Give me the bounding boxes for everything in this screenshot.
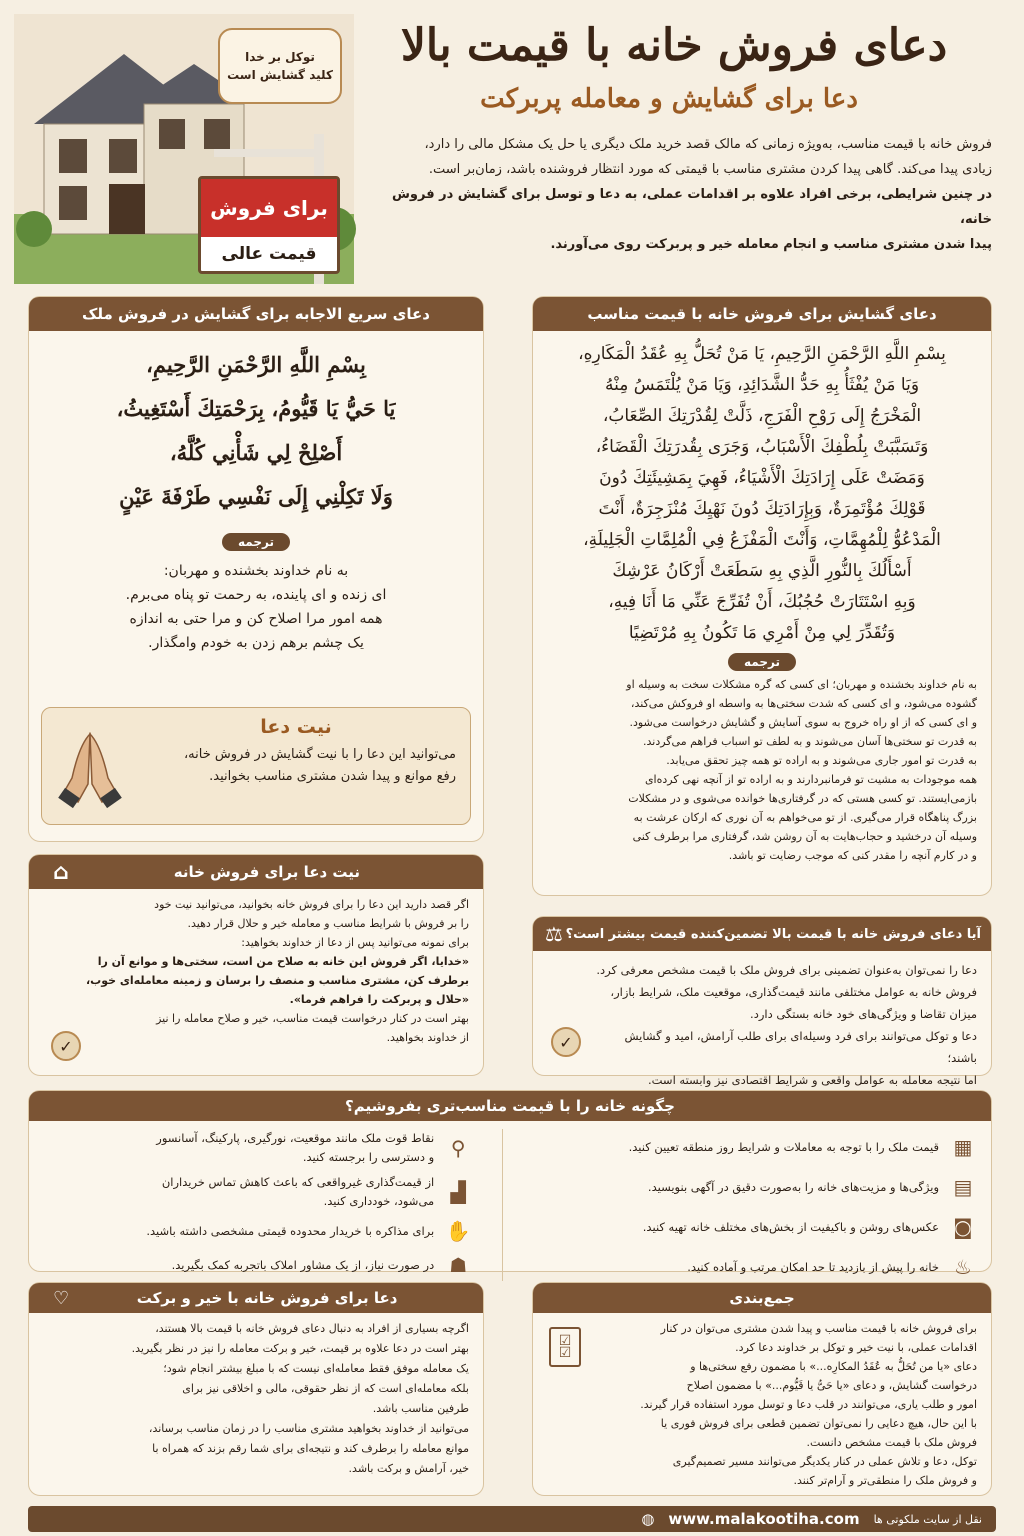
tips-left-column [43,1129,472,1281]
intention-title: نیت دعا [260,716,332,738]
summary-line: دعای «یا من تُحَلُّ به عُقَدُ المکارِه...» با مضمون رفع سختی‌ها و [690,1360,977,1373]
translation-line: بازمی‌ایستند. تو کسی هستی که در گرفتاری‌ها خوانده می‌شوی و در مشکلات [628,792,977,805]
translation-label: ترجمه [728,653,796,671]
location-icon: ⚲ [450,1135,466,1160]
panel-title: دعای سریع الاجابه برای گشایش در فروش ملک [29,297,483,331]
intro-line: در چنین شرایطی، برخی افراد علاوه بر اقدامات عملی، به دعا و توسل برای گشایش در فروش خانه، [391,187,992,227]
intention-line: می‌توانید این دعا را با نیت گشایش در فروش خانه، [183,747,456,762]
page-subtitle: دعا برای گشایش و معامله پربرکت [480,84,858,114]
niyat-line: اگر قصد دارید این دعا را برای فروش خانه بخوانید، می‌توانید نیت خود [154,898,469,911]
summary-line: توکل، دعا و تلاش عملی در کنار یکدیگر می‌توانند مسیر تصمیم‌گیری [672,1455,977,1468]
translation-line: بزرگ پناهگاه قرار می‌گیری. از تو می‌خواهم به آن نوری که ارکان عرشت به [633,811,977,824]
document-icon: ▤ [953,1174,973,1199]
summary-line: درخواست گشایش، و دعای «یا حَیُّ یا قَیُّوم...» با مضمون اصلاح [686,1379,977,1392]
list-item [43,1217,472,1245]
summary-line: فروش ملک با قیمت مشخص دانست. [806,1436,977,1449]
arabic-line: وَبِهِ اسْتَتَارَتْ حُجُبُكَ، أَنْ تُفَرِّجَ عَنِّي مَا أَنَا فِيهِ، [608,592,916,612]
translation-line: و در کارم آنچه را مقدر کنی که موجب رضایت تو باشد. [728,849,977,862]
panel-title [533,917,991,951]
footer-url[interactable]: www.malakootiha.com [668,1510,860,1528]
guarantee-line: دعا را نمی‌توان به‌عنوان تضمینی برای فروش ملک با قیمت مشخص معرفی کرد. [596,963,977,977]
translation-line: به نام خداوند بخشنده و مهربان: [163,563,349,579]
panel-title-text: دعا برای فروش خانه با خیر و برکت [136,1289,398,1307]
translation-text [533,671,991,869]
translation-line: به قدرت تو سختی‌ها آسان می‌شوند و به لطف تو اسباب فراهم می‌گردند. [643,735,977,748]
guarantee-line: میزان تقاضا و ویژگی‌های خود خانه بستگی دارد. [750,1007,977,1021]
niyat-line: بهتر است در کنار درخواست قیمت مناسب، خیر و صلاح معامله را نیز [156,1012,469,1025]
arabic-line: أَصْلِحْ لِي شَأْنِي كُلَّهُ، [169,440,343,465]
blessing-line: خیر، آرامش و برکت باشد. [348,1462,469,1475]
chart-icon: ▟ [450,1179,466,1204]
niyat-line: را بر فروش با شرایط مناسب و معامله خیر و حلال قرار دهید. [187,917,469,930]
tip-text: نقاط قوت ملک مانند موقعیت، نورگیری، پارکینگ، آسانسور [156,1131,435,1145]
translation-line: یک چشم برهم زدن به خودم وامگذار. [148,635,364,651]
panel-title-text: نیت دعا برای فروش خانه [173,863,361,881]
blessing-line: می‌توانید از خداوند بخواهید مشتری مناسب را در زمان مناسب برساند، [148,1422,469,1435]
arabic-line: يَا حَيُّ يَا قَيُّومُ، بِرَحْمَتِكَ أَسْتَغِيثُ، [116,396,396,421]
badge-line: توکل بر خدا [245,50,315,64]
sign-bottom: قیمت عالی [221,244,317,264]
tip-text: قیمت ملک را با توجه به معاملات و شرایط روز منطقه تعیین کنید. [628,1139,939,1154]
guarantee-panel [532,916,992,1087]
list-item [533,1253,977,1281]
blessing-panel [28,1282,484,1496]
translation-text [29,551,483,655]
niyat-bold-line: برطرف کن، مشتری مناسب و منصف را برسان و زمینه معامله‌ای خوب، [85,974,469,987]
blessing-line: بهتر است در دعا علاوه بر قیمت، خیر و برکت معامله را نیز در نظر بگیرید. [131,1342,469,1355]
heart-hand-icon: ♡ [53,1287,70,1309]
translation-line: همه موجودات به مشیت تو فرمانبردارند و به اراده تو از آنچه نهی کرده‌ای [644,773,977,786]
summary-line: امور و طلب یاری، می‌توانند در قلب دعا و توسل مورد استفاده قرار گیرند. [640,1398,977,1411]
summary-text [533,1313,991,1496]
tip-text: خانه را پیش از بازدید تا حد امکان مرتب و آماده کنید. [687,1259,939,1274]
arabic-line: قَوْلِكَ مُؤْتَمِرَةٌ، وَبِإِرَادَتِكَ دُونَ نَهْيِكَ مُنْزَجِرَةٌ، أَنْتَ [598,499,926,519]
tip-text: و دسترسی را برجسته کنید. [302,1150,435,1164]
blessing-line: یک معامله موفق فقط معامله‌ای نیست که با مبلغ بیشتر انجام شود؛ [163,1362,469,1375]
intention-box [41,707,471,825]
niyat-bold-line: «حلال و پربرکت را فراهم فرما». [289,993,469,1006]
praying-hands-icon [58,730,122,806]
list-item [533,1213,977,1241]
arabic-line: وَمَضَتْ عَلَى إِرَادَتِكَ الْأَشْيَاءُ، فَهِيَ بِمَشِيئَتِكَ دُونَ [599,468,925,488]
summary-line: و فروش ملک را منطقی‌تر و آرام‌تر کنند. [793,1474,977,1487]
arabic-line: وَتُقَدِّرَ لِي مِنْ أَمْرِي مَا تَكُونُ بِهِ مُرْتَضِيًا [628,623,896,643]
niyat-panel [28,854,484,1076]
blessing-text [29,1313,483,1485]
list-item [43,1129,472,1167]
arabic-line: بِسْمِ اللَّهِ الرَّحْمَنِ الرَّحِيمِ، يَا مَنْ تُحَلُّ بِهِ عُقَدُ الْمَكَارِهِ، [578,344,946,364]
badge-line: کلید گشایش است [227,68,333,82]
camera-icon: ◙ [953,1214,973,1239]
tips-panel [28,1090,992,1279]
translation-label: ترجمه [222,533,290,551]
blessing-line: اگرچه بسیاری از افراد به دنبال دعای فروش خانه با قیمت بالا هستند، [155,1322,469,1335]
tip-text: از قیمت‌گذاری غیرواقعی که باعث کاهش تماس خریداران [161,1175,435,1189]
tip-text: عکس‌های روشن و باکیفیت از بخش‌های مختلف خانه تهیه کنید. [642,1219,939,1234]
cleaning-icon: ♨ [954,1254,972,1279]
guarantee-line: فروش خانه به عوامل مختلفی مانند قیمت‌گذاری، موقعیت ملک، شرایط بازار، [610,985,977,999]
for-sale-sign [198,176,340,274]
scales-icon: ⚖ [545,922,563,946]
footer-bar [28,1506,996,1532]
trust-badge [218,28,342,104]
handshake-icon: ✋ [445,1218,471,1243]
translation-line: همه امور مرا اصلاح کن و مرا حتی به اندازه [129,611,383,627]
arabic-line: وَيَا مَنْ يُفْثَأُ بِهِ حَدُّ الشَّدَائِدِ، وَيَا مَنْ يُلْتَمَسُ مِنْهُ [604,375,920,395]
clipboard-icon: ☑ ☑ [549,1327,581,1367]
blessing-line: بلکه معامله‌ای است که از نظر حقوقی، مالی و اخلاقی نیز برای [182,1382,469,1395]
translation-line: گشوده می‌شود، و ای کسی که شدت سختی‌ها به واسطه او فروکش می‌کند، [630,697,977,710]
intro-text [362,132,992,257]
left-prayer-panel [28,296,484,842]
niyat-line: از خداوند بخواهید. [386,1031,469,1044]
translation-line: به نام خداوند بخشنده و مهربان؛ ای کسی که گره مشکلات سخت به وسیله او [626,678,977,691]
guarantee-line: اما نتیجه معامله به عوامل واقعی و شرایط اقتصادی نیز وابسته است. [647,1073,977,1087]
arabic-line: الْمَخْرَجُ إِلَى رَوْحِ الْفَرَجِ، ذَلَّتْ لِقُدْرَتِكَ الصِّعَابُ، [602,406,922,426]
arabic-line: وَلَا تَكِلْنِي إِلَى نَفْسِي طَرْفَةَ عَيْنٍ [119,484,393,509]
footer-credit: نقل از سایت ملکوتی ها [873,1512,982,1526]
tip-text: برای مذاکره با خریدار محدوده قیمتی مشخصی داشته باشید. [146,1223,435,1238]
panel-title [29,1283,483,1313]
intro-line: پیدا شدن مشتری مناسب و انجام معامله خیر و پربرکت روی می‌آورند. [550,237,992,252]
intro-line: فروش خانه با قیمت مناسب، به‌ویژه زمانی که مالک قصد خرید ملک دیگری یا حل یک مشکل مالی را دارد، [424,137,992,152]
panel-title: دعای گشایش برای فروش خانه با قیمت مناسب [533,297,991,331]
tip-text: می‌شود، خودداری کنید. [323,1194,435,1208]
guarantee-text [533,951,991,1099]
house-icon: ⌂ [53,859,69,885]
niyat-bold-line: «خدایا، اگر فروش این خانه به صلاح من است، سختی‌ها و موانع آن را [97,955,469,968]
intention-line: رفع موانع و پیدا شدن مشتری مناسب بخوانید. [209,769,456,784]
calculator-icon: ▦ [953,1134,973,1159]
check-icon: ✓ [551,1027,581,1057]
summary-line: اقدامات عملی، با نیت خیر و توکل بر خداوند دعا کرد. [735,1341,977,1354]
panel-title: جمع‌بندی [533,1283,991,1313]
list-item [43,1251,472,1279]
page-title: دعای فروش خانه با قیمت بالا [400,20,948,71]
arabic-prayer [533,331,991,649]
tip-text: در صورت نیاز، از یک مشاور املاک باتجربه کمک بگیرید. [171,1257,435,1272]
intro-line: زیادی پیدا می‌کند. گاهی پیدا کردن مشتری مناسب با قیمتی که مورد انتظار فروشنده باشد، زمان‌بر است. [428,162,992,177]
check-icon: ✓ [51,1031,81,1061]
arabic-line: بِسْمِ اللَّهِ الرَّحْمَنِ الرَّحِيمِ، [146,352,366,377]
translation-line: ای زنده و ای پاینده، به رحمت تو پناه می‌برم. [125,587,387,603]
agent-icon: ☗ [449,1252,468,1277]
arabic-line: الْمَدْعُوُّ لِلْمُهِمَّاتِ، وَأَنْتَ الْمَفْزَعُ فِي الْمُلِمَّاتِ الْجَلِيلَةِ، [583,530,941,550]
list-item [533,1173,977,1201]
translation-line: و ای کسی که از او راه خروج به سوی آسایش و گشایش درخواست می‌شود. [629,716,977,729]
arabic-prayer [29,331,483,519]
summary-panel [532,1282,992,1496]
summary-line: با این حال، هیچ دعایی را نمی‌توان تضمین قطعی برای فروش فوری یا [660,1417,977,1430]
intention-text [136,744,456,788]
sign-top: برای فروش [201,179,337,237]
niyat-line: برای نمونه می‌توانید پس از دعا از خداوند بخواهید: [241,936,469,949]
globe-icon: ◍ [641,1510,655,1528]
niyat-text [29,889,483,1053]
arabic-line: وَتَسَبَّبَتْ بِلُطْفِكَ الْأَسْبَابُ، وَجَرَى بِقُدرَتِكَ الْقَضَاءُ، [595,437,929,457]
list-item [43,1173,472,1211]
summary-line: برای فروش خانه با قیمت مناسب و پیدا شدن مشتری می‌توان در کنار [660,1322,977,1335]
translation-line: به قدرت تو امور جاری می‌شوند و به اراده تو همه چیز تحقق می‌یابد. [666,754,977,767]
translation-line: وسیله آن درخشید و حجاب‌هایت به آن روشن شد، گرفتاری مرا برطرف کنی [632,830,977,843]
blessing-line: طرفین مناسب باشد. [372,1402,469,1415]
tips-right-column [533,1129,977,1281]
right-prayer-panel [532,296,992,896]
tip-text: ویژگی‌ها و مزیت‌های خانه را به‌صورت دقیق در آگهی بنویسید. [647,1179,939,1194]
panel-title-text: آیا دعای فروش خانه با قیمت بالا تضمین‌کننده قیمت بیشتر است؟ [565,926,981,942]
arabic-line: أَسْأَلُكَ بِالنُّورِ الَّذِي بِهِ سَطَعَتْ أَرْكَانُ عَرْشِكَ [612,561,912,581]
panel-title: چگونه خانه را با قیمت مناسب‌تری بفروشیم؟ [29,1091,991,1121]
list-item [533,1133,977,1161]
blessing-line: موانع معامله را برطرف کند و نتیجه‌ای برای شما رقم بزند که همراه با [152,1442,469,1455]
guarantee-line: دعا و توکل می‌توانند برای فرد وسیله‌ای برای طلب آرامش، امید و گشایش باشند؛ [624,1029,977,1065]
panel-title [29,855,483,889]
